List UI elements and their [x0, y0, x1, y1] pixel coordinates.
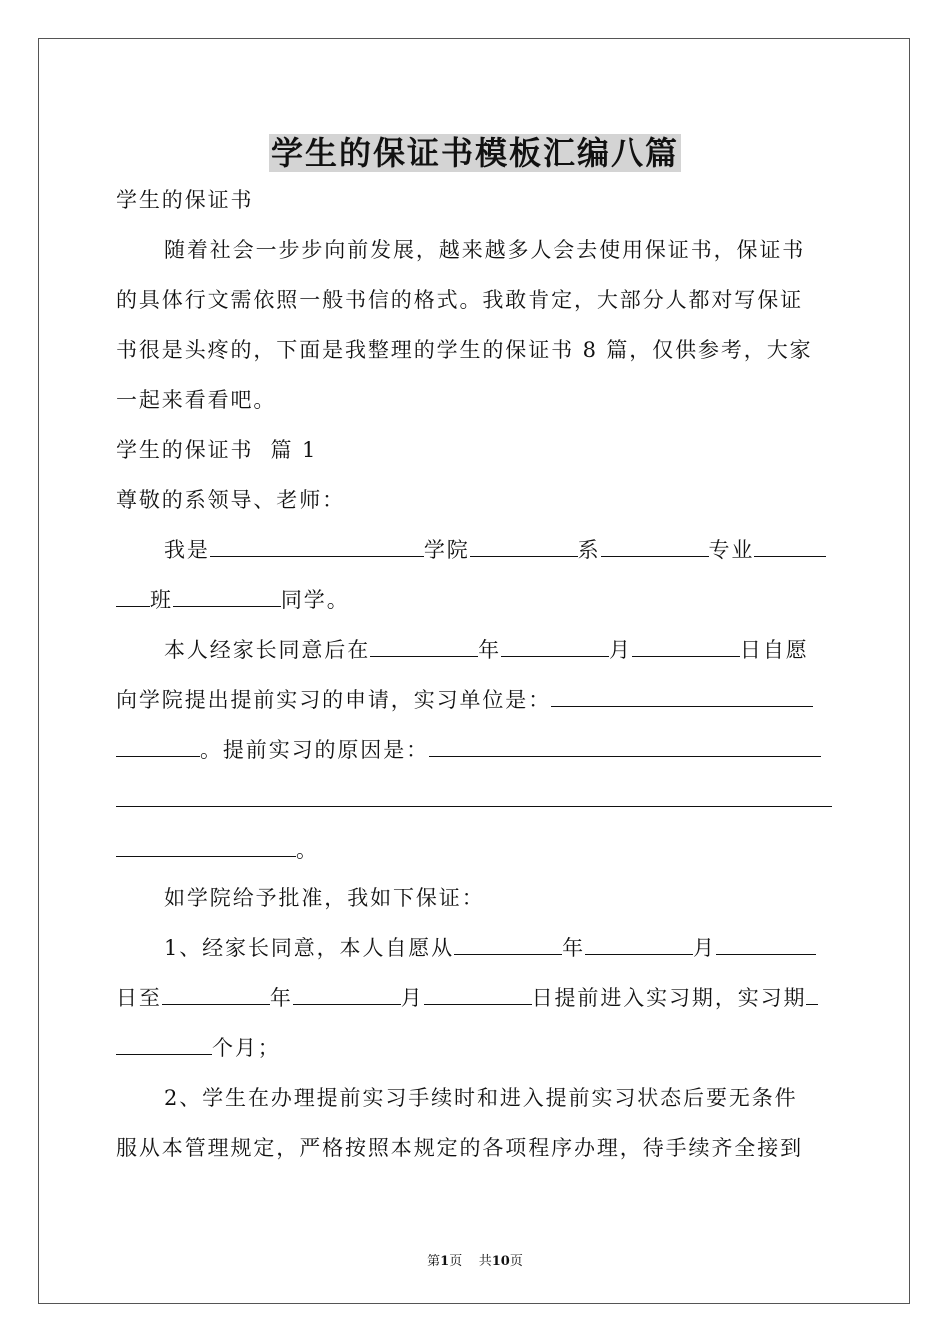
form-line-1: 我是 学院 系 专业: [164, 537, 826, 563]
section-heading: 学生的保证书 篇 1: [116, 438, 318, 462]
blank-name[interactable]: [210, 538, 424, 557]
subtitle: 学生的保证书: [116, 188, 254, 212]
intro-line-3: 书很是头疼的，下面是我整理的学生的保证书 8 篇，仅供参考，大家: [116, 338, 813, 362]
approval-line: 如学院给予批准，我如下保证：: [164, 886, 485, 910]
item1-line-1: 1、经家长同意，本人自愿从 年 月: [164, 935, 816, 961]
item2-line-2: 服从本管理规定，严格按照本规定的各项程序办理，待手续齐全接到: [116, 1136, 803, 1160]
item1-line-3: 个月；: [116, 1035, 281, 1061]
intro-line-4: 一起来看看吧。: [116, 388, 277, 412]
blank-department[interactable]: [601, 538, 709, 557]
intro-line-1: 随着社会一步步向前发展，越来越多人会去使用保证书，保证书: [164, 238, 806, 262]
blank-to-month[interactable]: [293, 986, 401, 1005]
form-line-6: [116, 787, 832, 813]
blank-to-day[interactable]: [424, 986, 532, 1005]
blank-from-month[interactable]: [585, 936, 693, 955]
blank-company[interactable]: [551, 688, 813, 707]
blank-reason[interactable]: [429, 738, 821, 757]
blank-period[interactable]: [806, 986, 818, 1005]
item2-line-1: 2、学生在办理提前实习手续时和进入提前实习状态后要无条件: [164, 1086, 798, 1110]
intro-line-2: 的具体行文需依照一般书信的格式。我敢肯定，大部分人都对写保证: [116, 288, 803, 312]
page-border: [38, 38, 910, 1304]
form-line-2: 班 同学。: [116, 587, 350, 613]
blank-day[interactable]: [632, 638, 740, 657]
form-line-4: 向学院提出提前实习的申请，实习单位是：: [116, 687, 813, 713]
form-line-7: 。: [116, 837, 319, 863]
blank-period-cont[interactable]: [116, 1036, 212, 1055]
item1-line-2: 日至 年 月 日提前进入实习期，实习期: [116, 985, 818, 1011]
document-title-container: [0, 128, 950, 174]
page-footer: 第1页 共10页: [427, 1254, 523, 1269]
blank-month[interactable]: [501, 638, 609, 657]
blank-college[interactable]: [470, 538, 578, 557]
blank-major[interactable]: [754, 538, 826, 557]
blank-reason-cont[interactable]: [116, 788, 832, 807]
blank-year[interactable]: [370, 638, 478, 657]
form-line-5: 。提前实习的原因是：: [116, 737, 821, 763]
blank-from-day[interactable]: [716, 936, 816, 955]
document-title: 学生的保证书模板汇编八篇: [270, 134, 679, 172]
blank-to-year[interactable]: [162, 986, 270, 1005]
blank-company-cont[interactable]: [116, 738, 200, 757]
blank-from-year[interactable]: [454, 936, 562, 955]
blank-class[interactable]: [173, 588, 281, 607]
blank-major-cont[interactable]: [116, 588, 150, 607]
form-line-3: 本人经家长同意后在 年 月 日自愿: [164, 638, 809, 662]
blank-reason-end[interactable]: [116, 838, 296, 857]
salutation: 尊敬的系领导、老师：: [116, 488, 345, 512]
